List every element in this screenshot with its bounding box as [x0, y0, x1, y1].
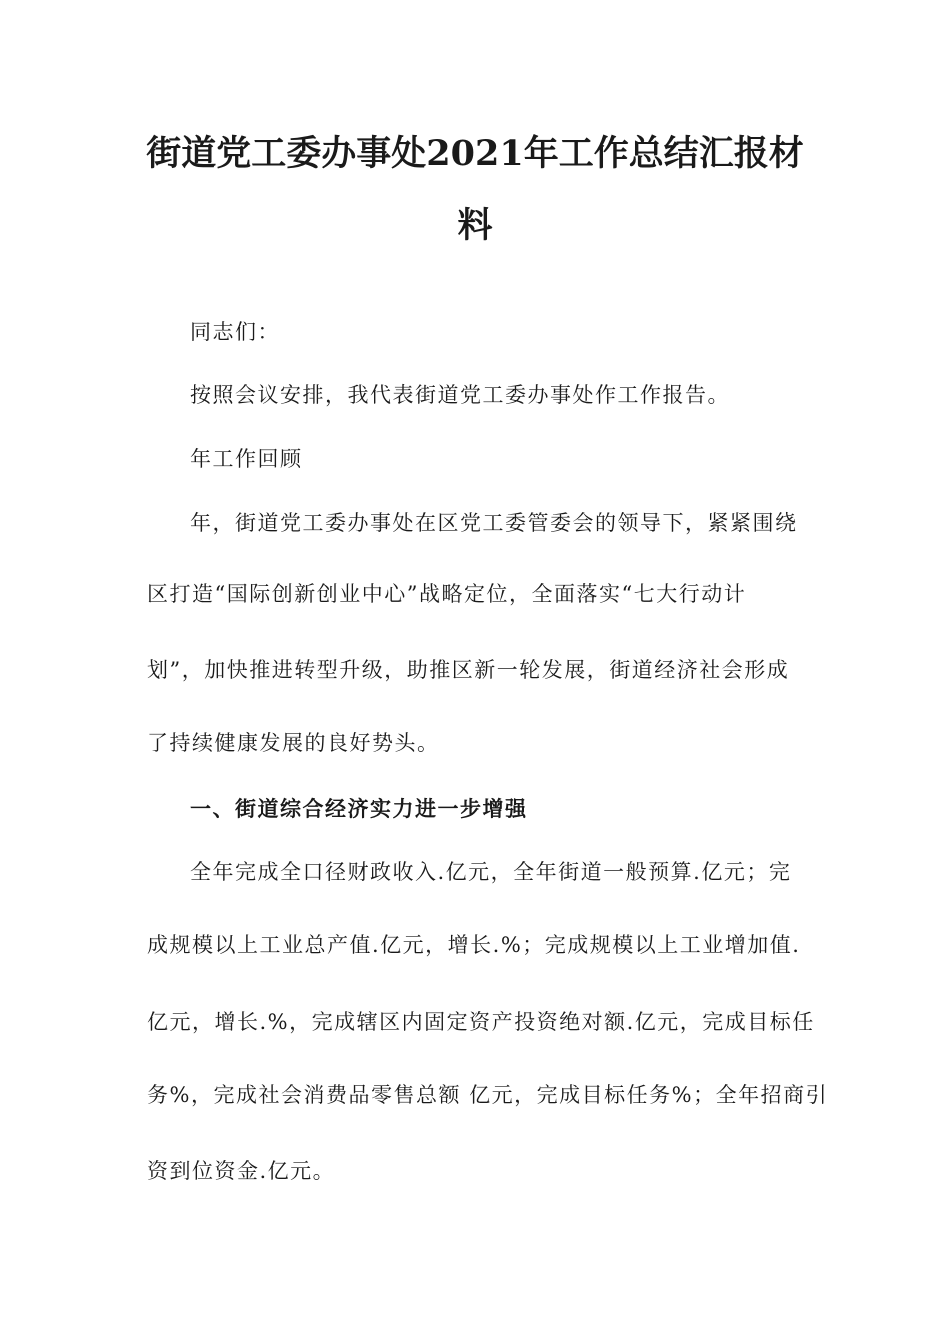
paragraph-2-line-4: 务%，完成社会消费品零售总额 亿元，完成目标任务%；全年招商引	[147, 1083, 829, 1107]
document-title-line-2: 料	[457, 205, 493, 246]
document-title-line-1: 街道党工委办事处2021年工作总结汇报材	[146, 133, 804, 174]
section-review-heading: 年工作回顾	[190, 447, 303, 471]
intro-paragraph: 按照会议安排，我代表街道党工委办事处作工作报告。	[190, 383, 730, 407]
paragraph-2-line-1: 全年完成全口径财政收入.亿元，全年街道一般预算.亿元；完	[190, 860, 792, 884]
paragraph-2-line-5: 资到位资金.亿元。	[147, 1159, 336, 1183]
paragraph-1-line-2: 区打造“国际创新创业中心”战略定位，全面落实“七大行动计	[147, 582, 747, 606]
paragraph-1-line-1: 年，街道党工委办事处在区党工委管委会的领导下，紧紧围绕	[190, 511, 798, 535]
paragraph-2-line-2: 成规模以上工业总产值.亿元，增长.%；完成规模以上工业增加值.	[147, 933, 801, 957]
paragraph-1-line-3: 划”，加快推进转型升级，助推区新一轮发展，街道经济社会形成	[147, 658, 790, 682]
section-heading-1: 一、街道综合经济实力进一步增强	[190, 796, 528, 821]
salutation: 同志们：	[190, 320, 280, 344]
paragraph-2-line-3: 亿元，增长.%，完成辖区内固定资产投资绝对额.亿元，完成目标任	[147, 1010, 815, 1034]
paragraph-1-line-4: 了持续健康发展的良好势头。	[147, 731, 440, 755]
